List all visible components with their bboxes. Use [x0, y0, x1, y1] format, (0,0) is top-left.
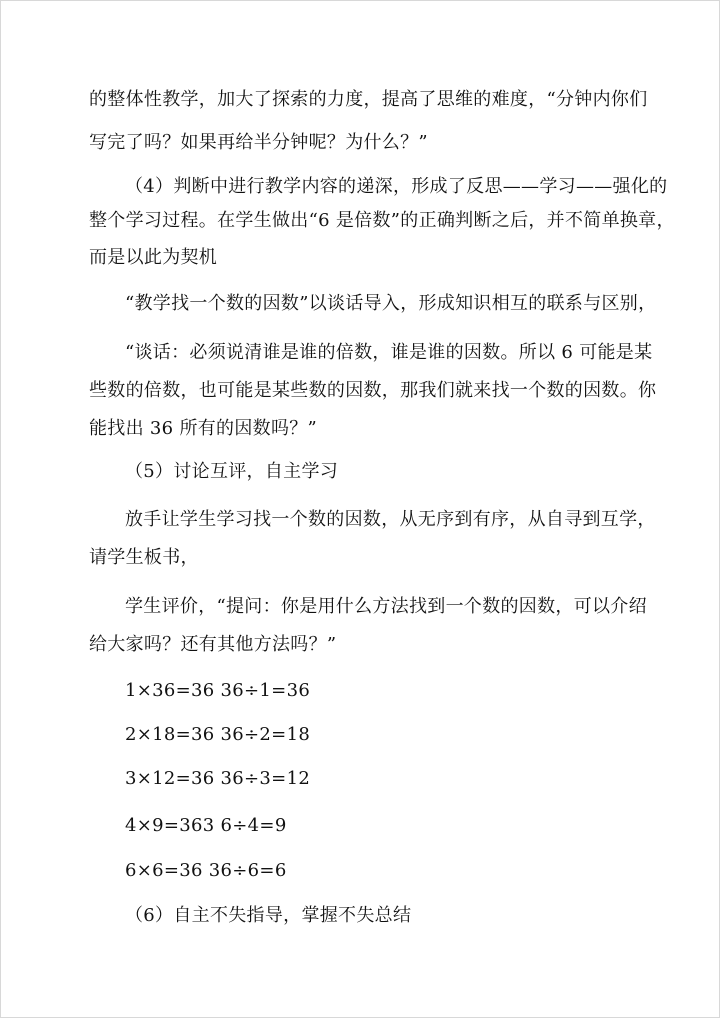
equation-line-5: 6×6=36 36÷6=6	[125, 860, 287, 881]
text-line-14: 给大家吗？还有其他方法吗？”	[89, 634, 337, 655]
equation-line-1: 1×36=36 36÷1=36	[125, 680, 311, 701]
text-line-3: （4）判断中进行教学内容的递深，形成了反思——学习——强化的	[125, 176, 668, 197]
equation-line-3: 3×12=36 36÷3=12	[125, 768, 311, 789]
text-line-10: （5）讨论互评，自主学习	[125, 461, 339, 482]
equation-line-4: 4×9=363 6÷4=9	[125, 815, 287, 836]
text-line-1: 的整体性教学，加大了探索的力度，提高了思维的难度，“分钟内你们	[89, 89, 648, 110]
text-line-5: 而是以此为契机	[89, 247, 218, 268]
text-line-12: 请学生板书，	[89, 547, 199, 568]
text-line-11: 放手让学生学习找一个数的因数，从无序到有序，从自寻到互学，	[125, 509, 656, 530]
text-line-2: 写完了吗？如果再给半分钟呢？为什么？”	[89, 132, 428, 153]
text-line-4: 整个学习过程。在学生做出“6 是倍数”的正确判断之后，并不简单换章，	[89, 210, 675, 231]
text-line-9: 能找出 36 所有的因数吗？”	[89, 418, 318, 439]
equation-line-2: 2×18=36 36÷2=18	[125, 724, 311, 745]
text-line-7: “谈话：必须说清谁是谁的倍数，谁是谁的因数。所以 6 可能是某	[125, 342, 653, 363]
text-line-15: （6）自主不失指导，掌握不失总结	[125, 905, 412, 926]
text-line-13: 学生评价，“提问：你是用什么方法找到一个数的因数，可以介绍	[125, 596, 647, 617]
text-line-8: 些数的倍数，也可能是某些数的因数，那我们就来找一个数的因数。你	[89, 380, 657, 401]
text-line-6: “教学找一个数的因数”以谈话导入，形成知识相互的联系与区别，	[125, 293, 657, 314]
